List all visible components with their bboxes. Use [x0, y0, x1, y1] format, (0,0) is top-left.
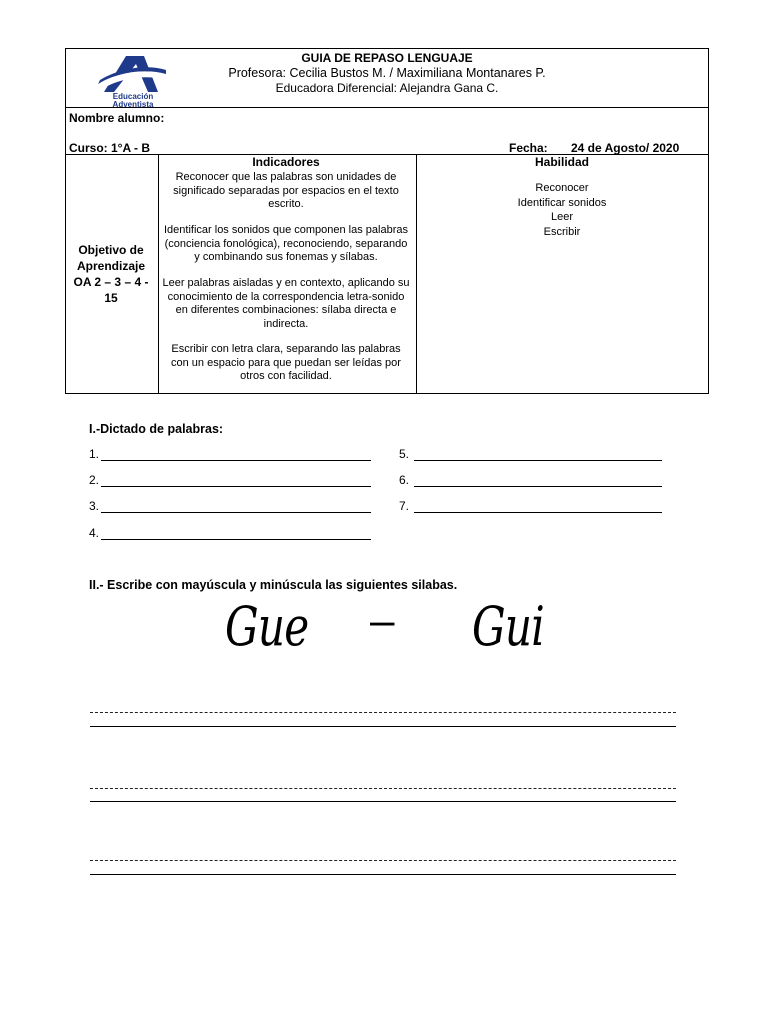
objective-line: Objetivo de: [78, 243, 144, 257]
item-number: 4.: [89, 526, 100, 540]
indicator-line: (conciencia fonológica), reconociendo, separando: [164, 237, 408, 250]
indicator-line: significado separadas por espacios en el texto: [173, 184, 399, 197]
school-logo: [98, 54, 168, 108]
course-label: Curso: 1°A - B: [69, 141, 151, 155]
objective-line: Aprendizaje: [76, 259, 145, 273]
item-number: 2.: [89, 473, 100, 487]
cursive-syllable-gui: Gui: [472, 595, 544, 658]
indicator-item: [158, 171, 414, 212]
indicator-line: y combinando sus fonemas y sílabas.: [194, 251, 378, 263]
item-number: 3.: [89, 499, 100, 513]
objective-line: OA 2 – 3 – 4 -: [73, 275, 149, 289]
item-number: 7.: [399, 499, 410, 513]
indicator-item: [158, 277, 414, 331]
skill-item: Escribir: [543, 225, 581, 238]
skills-header: Habilidad: [534, 155, 589, 169]
logo-text: Educación: [112, 92, 154, 101]
indicator-line: con un espacio para que puedan ser leídas por: [171, 356, 401, 369]
indicator-line: escrito.: [268, 198, 304, 210]
item-number: 6.: [399, 473, 410, 487]
answer-line-7[interactable]: [414, 512, 662, 513]
teachers-line: Profesora: Cecilia Bustos M. / Maximiliana Montanares P.: [228, 66, 546, 80]
indicator-item: [158, 224, 414, 265]
section1-title: I.-Dictado de palabras:: [89, 422, 224, 436]
answer-line-2[interactable]: [101, 486, 371, 487]
educator-line: Educadora Diferencial: Alejandra Gana C.: [275, 81, 499, 95]
indicator-item: [158, 343, 414, 384]
section2-title: II.- Escribe con mayúscula y minúscula las siguientes silabas.: [89, 578, 458, 592]
indicator-line: conocimiento de la correspondencia letra-sonido: [167, 290, 405, 303]
skills-list: [416, 181, 708, 239]
answer-line-5[interactable]: [414, 460, 662, 461]
answer-line-3[interactable]: [101, 512, 371, 513]
indicator-line: en diferentes combinaciones: sílaba directa e: [175, 304, 397, 316]
skill-item: Reconocer: [535, 182, 589, 194]
indicator-line: Identificar los sonidos que componen las palabras: [164, 224, 408, 236]
skill-item: Leer: [550, 211, 574, 223]
indicator-line: Reconocer que las palabras son unidades de: [175, 171, 397, 183]
cursive-syllable-gue: Gue: [225, 595, 309, 658]
logo-text: Adventista: [112, 100, 154, 108]
answer-line-4[interactable]: [101, 539, 371, 540]
answer-line-6[interactable]: [414, 486, 662, 487]
page-title: GUIA DE REPASO LENGUAJE: [301, 51, 473, 65]
student-name-label: Nombre alumno:: [69, 111, 165, 125]
answer-line-1[interactable]: [101, 460, 371, 461]
indicators-header: Indicadores: [252, 155, 320, 169]
practice-dashed-line: [90, 788, 676, 789]
objective-line: 15: [104, 291, 118, 305]
indicator-line: otros con facilidad.: [240, 370, 332, 382]
practice-dashed-line: [90, 860, 676, 861]
practice-base-line[interactable]: [90, 874, 676, 875]
skill-item: Identificar sonidos: [517, 196, 607, 209]
practice-dashed-line: [90, 712, 676, 713]
indicator-line: Leer palabras aisladas y en contexto, aplicando su: [162, 277, 410, 289]
indicator-line: Escribir con letra clara, separando las palabras: [171, 343, 401, 355]
item-number: 1.: [89, 447, 100, 461]
item-number: 5.: [399, 447, 410, 461]
indicator-line: indirecta.: [263, 317, 309, 330]
practice-base-line[interactable]: [90, 801, 676, 802]
practice-base-line[interactable]: [90, 726, 676, 727]
date-value: 24 de Agosto/ 2020: [571, 141, 680, 155]
date-label: Fecha:: [509, 141, 548, 155]
syllable-dash: –: [370, 596, 395, 645]
objective-cell: [66, 242, 156, 306]
